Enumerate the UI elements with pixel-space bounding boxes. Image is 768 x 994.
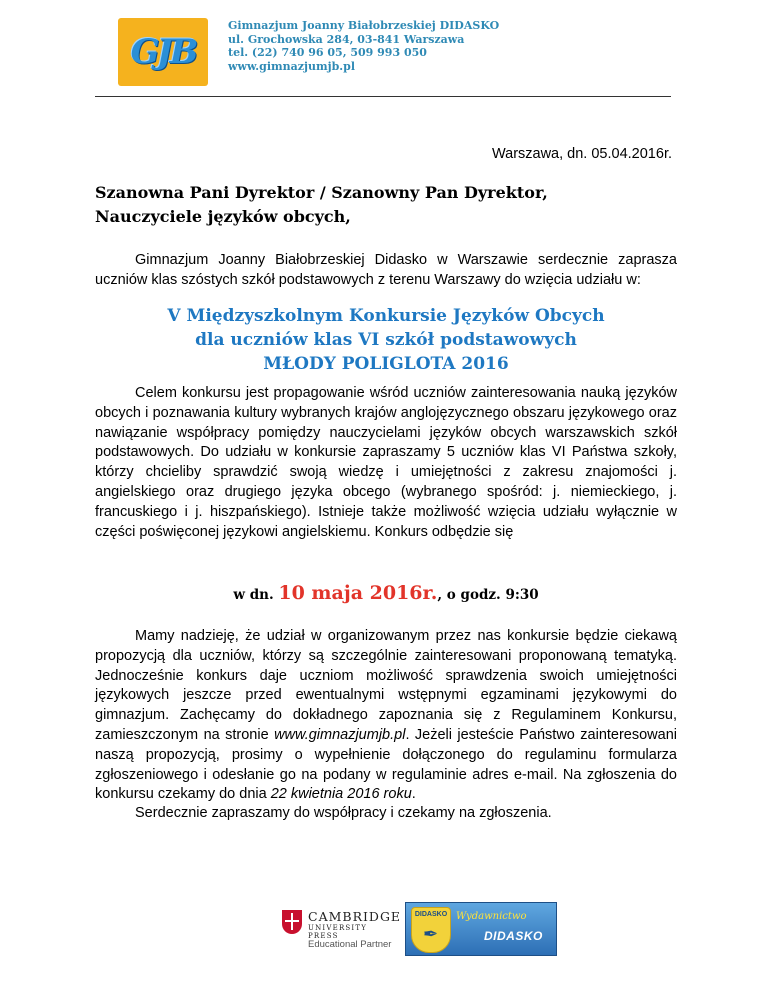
salutation [95, 181, 675, 229]
intro-paragraph [95, 251, 677, 291]
body-paragraph-1-text: Celem konkursu jest propagowanie wśród uczniów zainteresowania nauką języków obcych i poznawania kultury wybranych krajów anglojęzycznego obszaru językowego oraz nawiązanie współpracy pomiędzy nauczycielami języków obcych warszawskich szkół podstawowych. Do udziału w konkursie zapraszamy 5 uczniów klas VI Państwa szkoły, którzy chcieliby sprawdzić swoją wiedzę i umiejętności z zakresu znajomości j. angielskiego oraz drugiego języka obcego (wybranego spośród: j. niemieckiego, j. francuskiego i j. hiszpańskiego). Istnieje także możliwość wzięcia udziału wyłącznie w części poświęconej językowi angielskiemu. Konkurs odbędzie się [95, 385, 677, 540]
event-date-line [95, 582, 677, 604]
didasko-publisher-label: Wydawnictwo [456, 911, 527, 922]
letter-date: Warszawa, dn. 05.04.2016r. [491, 146, 672, 162]
school-phone: tel. (22) 740 96 05, 509 993 050 [228, 46, 427, 60]
cambridge-press: UNIVERSITY PRESS [308, 924, 368, 940]
school-address: ul. Grochowska 284, 03-841 Warszawa [228, 32, 465, 46]
contest-title-line-1: V Międzyszkolnym Konkursie Języków Obcych [167, 306, 605, 326]
body-paragraph-1 [95, 384, 677, 542]
cambridge-name: CAMBRIDGE [308, 909, 402, 924]
cambridge-partner: Educational Partner [308, 939, 392, 950]
salutation-line-1: Szanowna Pani Dyrektor / Szanowny Pan Dyrektor, [95, 183, 548, 202]
contest-title-line-2: dla uczniów klas VI szkół podstawowych [195, 330, 577, 350]
school-logo [118, 18, 208, 86]
body-paragraph-2-part-2: . Jeżeli jesteście Państwo zainteresowani naszą propozycją, prosimy o wypełnienie dołączonego do regulaminu formularza zgłoszeniowego i odesłanie go na podany w regulaminie adres e-mail. Na zgłoszenia do konkursu czekamy do dnia [95, 726, 677, 803]
didasko-publisher-name: DIDASKO [484, 929, 543, 943]
body-paragraph-2 [95, 627, 677, 805]
intro-text: Gimnazjum Joanny Białobrzeskiej Didasko w Warszawie serdecznie zaprasza uczniów klas szóstych szkół podstawowych z terenu Warszawy do wzięcia udziału w: [95, 252, 677, 288]
deadline-date: 22 kwietnia 2016 roku [270, 786, 412, 803]
regulations-link[interactable]: www.gimnazjumjb.pl [274, 726, 406, 743]
didasko-badge-text: DIDASKO [414, 911, 448, 918]
cambridge-shield-icon [282, 910, 302, 934]
cambridge-logo [282, 908, 402, 958]
school-logo-letters: GJB [130, 32, 196, 72]
school-info [228, 19, 668, 73]
school-website[interactable]: www.gimnazjumjb.pl [228, 59, 355, 73]
salutation-line-2: Nauczyciele języków obcych, [95, 207, 351, 226]
school-name: Gimnazjum Joanny Białobrzeskiej DIDASKO [228, 19, 500, 32]
body-paragraph-2-part-3: . [411, 786, 416, 803]
didasko-logo [405, 902, 557, 956]
event-date: 10 maja 2016r. [278, 582, 438, 604]
body-paragraph-2-part-1: Mamy nadzieję, że udział w organizowanym przez nas konkursie będzie ciekawą propozycją dla uczniów, którzy są szczególnie zainteresowani proponowaną tematyką. Jednocześnie konkurs daje uczniom możliwość sprawdzenia swoich umiejętności językowych jeszcze przed ewentualnymi wstępnymi egzaminami językowymi do gimnazjum. Zachęcamy do dokładnego zapoznania się z Regulaminem Konkursu, zamieszczonym na stronie [95, 628, 677, 743]
event-time: , o godz. 9:30 [437, 587, 539, 603]
contest-title-line-3: MŁODY POLIGLOTA 2016 [263, 354, 509, 374]
header-divider [95, 96, 671, 97]
quill-icon: ✒ [423, 924, 439, 944]
closing-line: Serdecznie zapraszamy do współpracy i czekamy na zgłoszenia. [135, 805, 552, 821]
didasko-badge-icon [411, 907, 451, 953]
contest-title [95, 304, 677, 376]
event-prefix: w dn. [233, 587, 274, 603]
